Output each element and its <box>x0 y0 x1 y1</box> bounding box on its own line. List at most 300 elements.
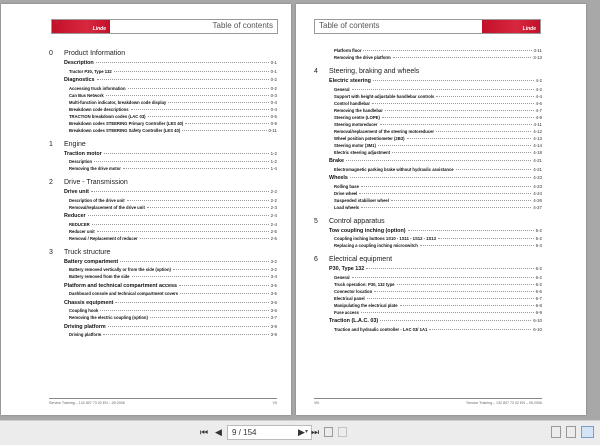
toc-entry-page: 1-2 <box>270 150 277 156</box>
toc-entry-page: 2-4 <box>270 221 277 227</box>
dot-leader <box>352 89 534 90</box>
toc-entry-page: 3-5 <box>270 291 277 296</box>
toc-entry[interactable] <box>49 189 277 198</box>
toc-entry-page: 0-11 <box>268 127 277 133</box>
toc-entry-page: 4-9 <box>535 114 542 120</box>
dot-leader <box>346 160 531 161</box>
toc-entry-label: Replacing a coupling inching microswitch <box>334 243 418 248</box>
chapter-title: Engine <box>64 140 86 148</box>
page-header <box>51 19 278 34</box>
toc-entry-page: 4-12 <box>533 128 542 134</box>
toc-entry-label: Description <box>69 159 93 164</box>
dot-leader <box>108 326 269 327</box>
toc-entry[interactable] <box>49 86 277 93</box>
dot-leader <box>92 224 269 225</box>
next-page-icon[interactable]: ▶ <box>298 427 305 437</box>
toc-entry[interactable] <box>314 158 542 167</box>
chapter-number: 1 <box>49 140 53 148</box>
toc-entry-label: Wheel position potentiometer (2B3) <box>334 135 405 141</box>
dot-leader <box>373 80 534 81</box>
toc-entry-page: 3-5 <box>270 282 277 288</box>
dot-leader <box>361 186 531 187</box>
toc-entry[interactable] <box>49 259 277 268</box>
toc-entry[interactable] <box>314 296 542 303</box>
toc-entry[interactable] <box>49 308 277 315</box>
page-right <box>296 4 586 415</box>
toc-entry[interactable] <box>314 122 542 129</box>
toc-entry-label: Steering motor (3M1) <box>334 142 376 148</box>
toc-entry[interactable] <box>314 228 542 237</box>
dot-leader <box>120 261 268 262</box>
toc-entry[interactable] <box>314 303 542 310</box>
footer-right: VII <box>272 401 277 405</box>
dot-leader <box>363 50 531 51</box>
toc-entry[interactable] <box>314 184 542 191</box>
dot-leader <box>352 277 534 278</box>
chapter-number: 5 <box>314 217 318 225</box>
dot-leader <box>100 310 268 311</box>
toc-entry-page: 6-9 <box>535 309 542 315</box>
toc-entry-label: P30, Type 132 <box>329 266 365 272</box>
dot-leader <box>367 298 534 299</box>
toc-entry-label: Steering motoreducer <box>334 121 378 127</box>
toc-entry-label: Driving platform <box>64 323 106 330</box>
toc-entry[interactable] <box>314 191 542 198</box>
toc-entry-page: 3-2 <box>270 258 277 264</box>
toc-entry-page: 4-24 <box>533 190 542 196</box>
dot-leader <box>96 62 269 63</box>
toc-entry-label: Drive wheel <box>334 190 358 196</box>
toc-entry-label: Traction and hydraulic controller - LAC 03/ 1A1 <box>334 326 428 332</box>
chapter-title: Product Information <box>64 50 126 57</box>
toc-entry-page: 0-5 <box>270 113 277 119</box>
page-number-value: 9 / 154 <box>232 428 257 437</box>
toc-entry-page: 0-3 <box>270 92 277 98</box>
toc-entry-page: 0-1 <box>270 60 277 65</box>
toc-entry-label: Removing the drive motor <box>69 166 121 171</box>
toc-entry-label: Battery removed from the side <box>69 274 130 279</box>
toc-entry-page: 3-6 <box>270 299 277 305</box>
toc-entry[interactable] <box>49 332 277 339</box>
toc-entry[interactable] <box>314 167 542 174</box>
toc-entry[interactable] <box>314 143 542 150</box>
dot-leader <box>115 302 268 303</box>
toc-entry-page: 3-2 <box>270 267 277 272</box>
chapter-number: 2 <box>49 179 53 186</box>
dot-leader <box>350 177 531 178</box>
toc-entry[interactable] <box>49 236 277 243</box>
toc-entry-label: Control handlebar <box>334 100 371 106</box>
toc-entry-page: 3-11 <box>533 48 542 53</box>
toc-entry-page: 6-10 <box>533 326 542 332</box>
page-header <box>314 19 541 34</box>
toc-entry-page: 6-2 <box>535 274 542 280</box>
chapter-number: 3 <box>49 248 53 256</box>
dot-leader <box>456 169 532 170</box>
toc-entry[interactable] <box>314 175 542 184</box>
toc-entry-label: Load wheels <box>334 204 360 210</box>
dot-leader <box>179 285 269 286</box>
page-footer <box>49 398 277 405</box>
chapter-heading[interactable] <box>314 218 542 225</box>
toc-entry-label: Coupling hook <box>69 308 99 313</box>
toc-entry-page: 4-11 <box>533 121 542 127</box>
chapter-heading[interactable] <box>314 68 542 75</box>
dot-leader <box>392 152 531 153</box>
dot-leader <box>103 334 268 335</box>
toc-entry[interactable] <box>314 205 542 212</box>
dot-leader <box>438 238 534 239</box>
toc-entry-page: 3-7 <box>270 315 277 320</box>
toc-entry[interactable] <box>49 107 277 114</box>
toc-entry[interactable] <box>314 87 542 94</box>
single-page-view-icon[interactable] <box>551 426 561 438</box>
toc-entry[interactable] <box>314 289 542 296</box>
table-of-contents <box>314 48 542 334</box>
dot-leader <box>382 117 534 118</box>
dot-leader <box>173 269 269 270</box>
toc-entry-page: 1-4 <box>270 166 277 171</box>
dot-leader <box>106 95 269 96</box>
toc-entry[interactable] <box>49 100 277 107</box>
toc-entry[interactable] <box>49 205 277 212</box>
table-of-contents <box>49 44 277 339</box>
toc-entry[interactable] <box>49 93 277 100</box>
chapter-heading[interactable] <box>314 256 542 263</box>
dot-leader <box>407 138 532 139</box>
toc-entry-label: Removing the handlebar <box>334 107 383 113</box>
toc-entry-page: 2-5 <box>270 228 277 234</box>
toc-entry[interactable] <box>49 315 277 322</box>
toc-entry[interactable] <box>314 48 542 55</box>
toc-entry-page: 4-7 <box>535 107 542 113</box>
toc-entry-page: 5-2 <box>535 227 542 233</box>
toc-entry[interactable] <box>314 129 542 136</box>
toc-entry-label: Electrical panel <box>334 295 365 301</box>
toc-entry-page: 4-21 <box>533 158 542 163</box>
toc-entry[interactable] <box>49 121 277 128</box>
dot-leader <box>127 200 269 201</box>
toc-entry-page: 6-6 <box>535 288 542 294</box>
dot-leader <box>380 320 531 321</box>
toc-entry-label: Removal / Replacement of reducer <box>69 235 138 241</box>
toc-entry-label: Can Bus Network <box>69 92 104 98</box>
toc-entry-label: Electric steering adjustment <box>334 149 391 155</box>
two-page-view-icon[interactable] <box>581 426 594 438</box>
toc-entry[interactable] <box>49 291 277 298</box>
toc-entry-label: Battery compartment <box>64 258 119 265</box>
toc-entry-label: Driving platform <box>69 332 102 337</box>
toc-entry[interactable] <box>49 198 277 205</box>
chapter-title: Electrical equipment <box>329 256 393 263</box>
toc-entry[interactable] <box>49 151 277 160</box>
toc-entry[interactable] <box>314 94 542 101</box>
toc-entry-label: Battery removed vertically or from the side (option) <box>69 267 171 272</box>
dot-leader <box>132 276 269 277</box>
page-left <box>1 4 291 415</box>
toc-entry[interactable] <box>49 324 277 333</box>
toc-entry-page: 4-13 <box>533 135 542 141</box>
toc-entry-label: Connector location <box>334 288 373 294</box>
toc-entry[interactable] <box>314 275 542 282</box>
toc-entry-label: Removal/replacement of the drive unit <box>69 204 145 210</box>
dot-leader <box>168 102 268 103</box>
toc-entry-page: 4-2 <box>535 86 542 92</box>
toc-entry-label: General <box>334 274 350 280</box>
toc-entry-label: Dashboard console and technical compartment covers <box>69 291 179 296</box>
dot-leader <box>429 329 531 330</box>
toc-entry-label: TRACTION breakdown codes (LAC 03) <box>69 113 146 119</box>
toc-entry-label: Chassis equipment <box>64 299 114 306</box>
dot-leader <box>182 130 266 131</box>
toc-entry-label: Truck operation: P30, 132 type <box>334 281 395 287</box>
prev-page-icon[interactable]: ◀ <box>215 427 222 437</box>
toc-entry-label: Coupling inching buttons 1S10 - 1S11 - 1S12 - 1S13 <box>334 236 436 241</box>
linde-logo <box>52 20 110 33</box>
dot-leader <box>185 123 268 124</box>
toc-entry[interactable] <box>314 150 542 157</box>
toc-entry[interactable] <box>314 318 542 327</box>
toc-entry-label: Wheels <box>329 175 348 181</box>
dot-leader <box>91 191 269 192</box>
toc-entry[interactable] <box>49 159 277 166</box>
footer-left: Service Training – 132 807 73 02 EN – 09.2006 <box>49 401 125 405</box>
toc-entry-page: 4-2 <box>535 78 542 83</box>
toc-entry[interactable] <box>49 77 277 86</box>
chapter-heading[interactable] <box>49 141 277 148</box>
dot-leader <box>97 79 269 80</box>
toc-entry-label: Electric steering <box>329 78 371 84</box>
toc-entry-page: 0-1 <box>270 68 277 74</box>
dot-leader <box>114 71 269 72</box>
toc-entry-label: Platform and technical compartment access <box>64 282 177 289</box>
toc-entry-label: Breakdown codes STEERING Primary Controller (LES 40) <box>69 120 184 126</box>
toc-entry-page: 3-13 <box>533 55 542 60</box>
toc-entry-label: Tractor P30, Type 132 <box>69 68 112 74</box>
dot-leader <box>148 116 269 117</box>
dot-leader <box>128 88 269 89</box>
toc-entry-label: Fuse access <box>334 309 359 315</box>
toc-entry-page: 4-26 <box>533 197 542 203</box>
last-page-icon[interactable]: ⏭ <box>311 427 320 437</box>
dot-leader <box>397 284 534 285</box>
toc-entry-label: Suspended stabiliser wheel <box>334 197 389 203</box>
toc-entry-page: 6-10 <box>533 318 542 323</box>
toc-entry[interactable] <box>314 55 542 62</box>
dot-leader <box>378 145 531 146</box>
toc-entry-label: Drive unit <box>64 189 89 195</box>
toc-entry[interactable] <box>49 114 277 121</box>
chevron-down-icon[interactable]: ▾ <box>304 429 308 435</box>
toc-entry-page: 3-9 <box>270 323 277 329</box>
dot-leader <box>123 168 269 169</box>
toc-entry-page: 2-6 <box>270 235 277 241</box>
toc-entry-label: Steering centre (LOPE) <box>334 114 380 120</box>
toc-entry[interactable] <box>314 310 542 317</box>
dot-leader <box>420 245 534 246</box>
dot-leader <box>180 293 269 294</box>
toc-entry-page: 2-3 <box>270 204 277 210</box>
dot-leader <box>380 124 532 125</box>
toc-entry-page: 3-6 <box>270 308 277 313</box>
footer-left: VIII <box>314 401 320 405</box>
toc-entry[interactable] <box>314 101 542 108</box>
toc-entry-label: Traction motor <box>64 150 102 157</box>
first-page-icon[interactable]: ⏮ <box>200 427 209 437</box>
toc-entry[interactable] <box>49 222 277 229</box>
logo-tagline: ... <box>55 21 58 24</box>
chapter-title: Truck structure <box>64 248 111 256</box>
toc-entry-page: 3-4 <box>270 274 277 279</box>
dot-leader <box>361 312 534 313</box>
logo-tagline: ... <box>485 21 488 24</box>
toc-entry-page: 6-2 <box>535 266 542 271</box>
toc-entry-label: Electromagnetic parking brake without hydraulic assistance <box>334 166 454 172</box>
toc-entry[interactable] <box>49 166 277 173</box>
toc-entry-label: Brake <box>329 158 344 164</box>
chapter-heading[interactable] <box>49 249 277 256</box>
toc-entry-label: Description of the drive unit <box>69 197 125 203</box>
toc-entry-label: Traction (L.A.C. 03) <box>329 318 379 324</box>
dot-leader <box>391 200 531 201</box>
toc-entry-label: Removing the electric coupling (option) <box>69 315 148 320</box>
toc-entry-page: 4-6 <box>535 100 542 106</box>
footer-right: Service Training – 132 807 73 02 EN – 09.2006 <box>466 401 542 405</box>
toc-entry[interactable] <box>314 198 542 205</box>
toc-entry-page: 2-2 <box>270 189 277 194</box>
toc-entry-page: 6-2 <box>535 281 542 287</box>
toc-entry-page: 3-9 <box>270 332 277 337</box>
toc-entry-label: REDUCER <box>69 221 90 227</box>
toc-entry-label: Accessing truck information <box>69 85 126 91</box>
page-footer <box>314 398 542 405</box>
toc-entry[interactable] <box>314 108 542 115</box>
toc-entry-page: 4-14 <box>533 142 542 148</box>
dot-leader <box>104 153 269 154</box>
dot-leader <box>131 109 269 110</box>
toc-entry-label: Multi-function indicator, breakdown code display <box>69 99 167 105</box>
dot-leader <box>361 207 531 208</box>
toc-entry-page: 4-4 <box>535 93 542 99</box>
toc-entry-page: 0-2 <box>270 85 277 91</box>
copy-icon[interactable] <box>324 427 333 437</box>
dot-leader <box>393 57 531 58</box>
chapter-number: 4 <box>314 68 318 75</box>
toc-entry-label: Breakdown codes STEERING Safety Controller (LES 40) <box>69 127 181 133</box>
chapter-heading[interactable] <box>49 179 277 186</box>
toc-entry[interactable] <box>314 115 542 122</box>
toc-entry-label: Diagnostics <box>64 77 95 83</box>
toc-entry-label: Manipulating the electrical plate <box>334 302 398 308</box>
header-title: Table of contents <box>212 21 273 30</box>
dot-leader <box>140 238 269 239</box>
dot-leader <box>372 103 534 104</box>
chapter-title: Control apparatus <box>329 217 385 225</box>
dot-leader <box>359 193 531 194</box>
toc-entry[interactable] <box>49 229 277 236</box>
toc-entry-page: 2-4 <box>270 213 277 218</box>
toc-entry[interactable] <box>49 267 277 274</box>
dot-leader <box>436 96 533 97</box>
toc-entry-label: Breakdown code descriptions <box>69 106 129 112</box>
chapter-heading[interactable] <box>49 50 277 57</box>
chapter-title: Steering, braking and wheels <box>329 68 420 75</box>
toc-entry[interactable] <box>49 213 277 222</box>
toc-entry-label: General <box>334 86 350 92</box>
toc-entry[interactable] <box>314 236 542 243</box>
dot-leader <box>408 230 534 231</box>
toc-entry[interactable] <box>314 282 542 289</box>
toc-entry-label: Description <box>64 60 94 66</box>
toc-entry[interactable] <box>49 60 277 69</box>
toc-entry-label: Removal/replacement of the steering motoreducer <box>334 128 435 134</box>
toc-entry-page: 0-9 <box>270 120 277 126</box>
toc-entry[interactable] <box>49 300 277 309</box>
dot-leader <box>385 110 534 111</box>
toc-entry-label: Rolling base <box>334 183 359 189</box>
chapter-number: 0 <box>49 50 53 57</box>
dot-leader <box>88 215 269 216</box>
navigation-toolbar <box>0 420 600 445</box>
continuous-view-icon[interactable] <box>566 426 576 438</box>
dot-leader <box>436 131 531 132</box>
toc-entry-label: Support with height-adjustable handlebar controls <box>334 93 435 99</box>
linde-logo <box>482 20 540 33</box>
toc-entry-page: 4-23 <box>533 183 542 189</box>
toc-entry[interactable] <box>49 283 277 292</box>
toc-entry-label: Reducer unit <box>69 228 95 234</box>
toc-entry-page: 2-2 <box>270 197 277 203</box>
chapter-title: Drive - Transmission <box>64 179 128 186</box>
chapter-number: 6 <box>314 256 318 263</box>
toc-entry-page: 6-8 <box>535 302 542 308</box>
toc-entry-page: 4-27 <box>533 204 542 210</box>
paste-icon[interactable] <box>338 427 347 437</box>
dot-leader <box>400 305 534 306</box>
dot-leader <box>97 231 269 232</box>
toc-entry-label: Reducer <box>64 213 86 219</box>
dot-leader <box>147 207 269 208</box>
toc-entry[interactable] <box>314 327 542 334</box>
toc-entry-page: 4-23 <box>533 175 542 180</box>
toc-entry[interactable] <box>314 243 542 250</box>
toc-entry-page: 5-3 <box>535 243 542 248</box>
toc-entry[interactable] <box>49 274 277 281</box>
toc-entry[interactable] <box>314 136 542 143</box>
dot-leader <box>94 161 269 162</box>
toc-entry[interactable] <box>49 69 277 76</box>
toc-entry-page: 4-18 <box>533 149 542 155</box>
toc-entry-page: 1-2 <box>270 159 277 164</box>
toc-entry-page: 0-4 <box>270 99 277 105</box>
dot-leader <box>366 268 533 269</box>
toc-entry-page: 0-4 <box>270 106 277 112</box>
toc-entry-page: 5-2 <box>535 236 542 241</box>
logo-brand: Linde <box>92 26 106 32</box>
toc-entry-page: 0-2 <box>270 77 277 82</box>
toc-entry-label: Tow coupling inching (option) <box>329 227 406 234</box>
logo-brand: Linde <box>522 26 536 32</box>
toc-entry-label: Removing the drive platform <box>334 55 391 60</box>
toc-entry-label: Platform floor <box>334 48 362 53</box>
dot-leader <box>374 291 533 292</box>
toc-entry[interactable] <box>314 266 542 275</box>
toc-entry[interactable] <box>49 128 277 135</box>
dot-leader <box>150 317 269 318</box>
toc-entry[interactable] <box>314 78 542 87</box>
header-title: Table of contents <box>319 21 380 30</box>
toc-entry-page: 6-7 <box>535 295 542 301</box>
